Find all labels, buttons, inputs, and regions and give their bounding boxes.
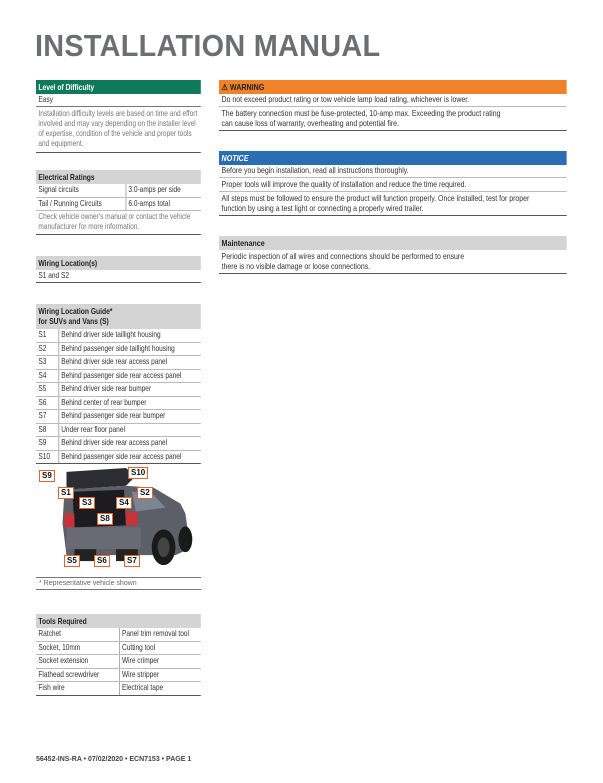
electrical-header: Electrical Ratings (36, 170, 201, 184)
cell: Panel trim removal tool (119, 628, 201, 641)
table-row (36, 423, 201, 437)
warning-section (219, 80, 567, 131)
electrical-section (36, 170, 201, 235)
warning-triangle-icon: ⚠ (221, 82, 228, 92)
wiring-location-header: Wiring Location(s) (36, 256, 201, 270)
warning-line: The battery connection must be fuse-protected, 10-amp max. Exceeding the product rating can cause loss of warranty, overheating and potential fire. (219, 107, 567, 131)
table-row (36, 383, 201, 397)
cell: Ratchet (36, 628, 119, 641)
wiring-guide-table (36, 329, 201, 464)
notice-line: Before you begin installation, read all instructions thoroughly. (219, 165, 567, 178)
label-s10: S10 (128, 467, 148, 479)
tools-table (36, 628, 201, 696)
cell: Behind passenger side rear access panel (58, 369, 200, 383)
electrical-table (36, 184, 201, 211)
notice-header: NOTICE (219, 151, 567, 165)
footer: 56452-INS-RA • 07/02/2020 • ECN7153 • PAGE 1 (36, 756, 192, 763)
notice-section (219, 151, 567, 216)
wiring-guide-header (36, 304, 201, 329)
table-row (36, 641, 201, 655)
cell: S8 (36, 423, 58, 437)
table-row (36, 628, 201, 641)
warning-line: Do not exceed product rating or tow vehicle lamp load rating, whichever is lower. (219, 94, 567, 107)
cell: Behind passenger side rear access panel (58, 450, 200, 464)
table-row (36, 410, 201, 424)
electrical-note: Check vehicle owner's manual or contact the vehicle manufacturer for more information. (36, 211, 201, 235)
table-row (36, 342, 201, 356)
cell: S4 (36, 369, 58, 383)
table-row (36, 437, 201, 451)
cell: S2 (36, 342, 58, 356)
cell: Behind driver side rear access panel (58, 437, 200, 451)
label-s5: S5 (64, 555, 80, 567)
tools-section (36, 614, 201, 696)
cell: Behind passenger side taillight housing (58, 342, 200, 356)
wiring-guide-subtitle: for SUVs and Vans (S) (38, 316, 109, 326)
table-row (36, 329, 201, 342)
cell: S7 (36, 410, 58, 424)
cell: Signal circuits (36, 184, 126, 197)
table-row (36, 197, 201, 211)
wiring-location-section (36, 256, 201, 283)
label-s3: S3 (79, 497, 95, 509)
difficulty-level: Easy (36, 94, 201, 107)
cell: Under rear floor panel (58, 423, 200, 437)
cell: Socket extension (36, 655, 119, 669)
difficulty-header: Level of Difficulty (36, 80, 201, 94)
cell: S5 (36, 383, 58, 397)
cell: S1 (36, 329, 58, 342)
page-title: INSTALLATION MANUAL (35, 28, 381, 63)
label-s9: S9 (39, 470, 55, 482)
cell: Cutting tool (119, 641, 201, 655)
cell: Flathead screwdriver (36, 668, 119, 682)
notice-line: Proper tools will improve the quality of installation and reduce the time required. (219, 178, 567, 192)
warning-title: WARNING (229, 82, 265, 92)
cell: S10 (36, 450, 58, 464)
cell: Fish wire (36, 682, 119, 696)
cell: Wire crimper (119, 655, 201, 669)
cell: Behind driver side taillight housing (58, 329, 200, 342)
cell: Electrical tape (119, 682, 201, 696)
maintenance-text: Periodic inspection of all wires and connections should be performed to ensure there is no visible damage or loose connections. (219, 250, 567, 274)
table-row (36, 682, 201, 696)
table-row (36, 396, 201, 410)
table-row (36, 184, 201, 197)
cell: 3.0-amps per side (126, 184, 201, 197)
cell: 6.0-amps total (126, 197, 201, 211)
vehicle-illustration (36, 464, 201, 571)
label-s2: S2 (137, 487, 153, 499)
cell: Wire stripper (119, 668, 201, 682)
cell: Behind driver side rear access panel (58, 356, 200, 370)
table-row (36, 668, 201, 682)
label-s1: S1 (58, 487, 74, 499)
cell: S3 (36, 356, 58, 370)
cell: S6 (36, 396, 58, 410)
label-s7: S7 (124, 555, 140, 567)
vehicle-image (36, 464, 201, 571)
wiring-location-value: S1 and S2 (36, 270, 201, 283)
cell: S9 (36, 437, 58, 451)
cell: Tail / Running Circuits (36, 197, 126, 211)
vehicle-caption: * Representative vehicle shown (36, 577, 201, 590)
table-row (36, 450, 201, 464)
difficulty-description: Installation difficulty levels are based on time and effort involved and may vary depending on the installer level of expertise, condition of the vehicle and proper tools and equipment. (36, 107, 201, 153)
maintenance-section (219, 236, 567, 274)
cell: Behind center of rear bumper (58, 396, 200, 410)
label-s6: S6 (94, 555, 110, 567)
difficulty-section (36, 80, 201, 153)
cell: Socket, 10mm (36, 641, 119, 655)
table-row (36, 369, 201, 383)
table-row (36, 356, 201, 370)
label-s8: S8 (97, 513, 113, 525)
label-s4: S4 (116, 497, 132, 509)
notice-line: All steps must be followed to ensure the product will function properly. Once installed, test for proper function by using a test light or connecting a properly wired trailer. (219, 192, 567, 216)
maintenance-header: Maintenance (219, 236, 567, 250)
cell: Behind driver side rear bumper (58, 383, 200, 397)
cell: Behind passenger side rear bumper (58, 410, 200, 424)
table-row (36, 655, 201, 669)
wiring-guide-section (36, 304, 201, 464)
tools-header: Tools Required (36, 614, 201, 628)
wiring-guide-title: Wiring Location Guide* (38, 306, 113, 316)
warning-header (219, 80, 567, 94)
